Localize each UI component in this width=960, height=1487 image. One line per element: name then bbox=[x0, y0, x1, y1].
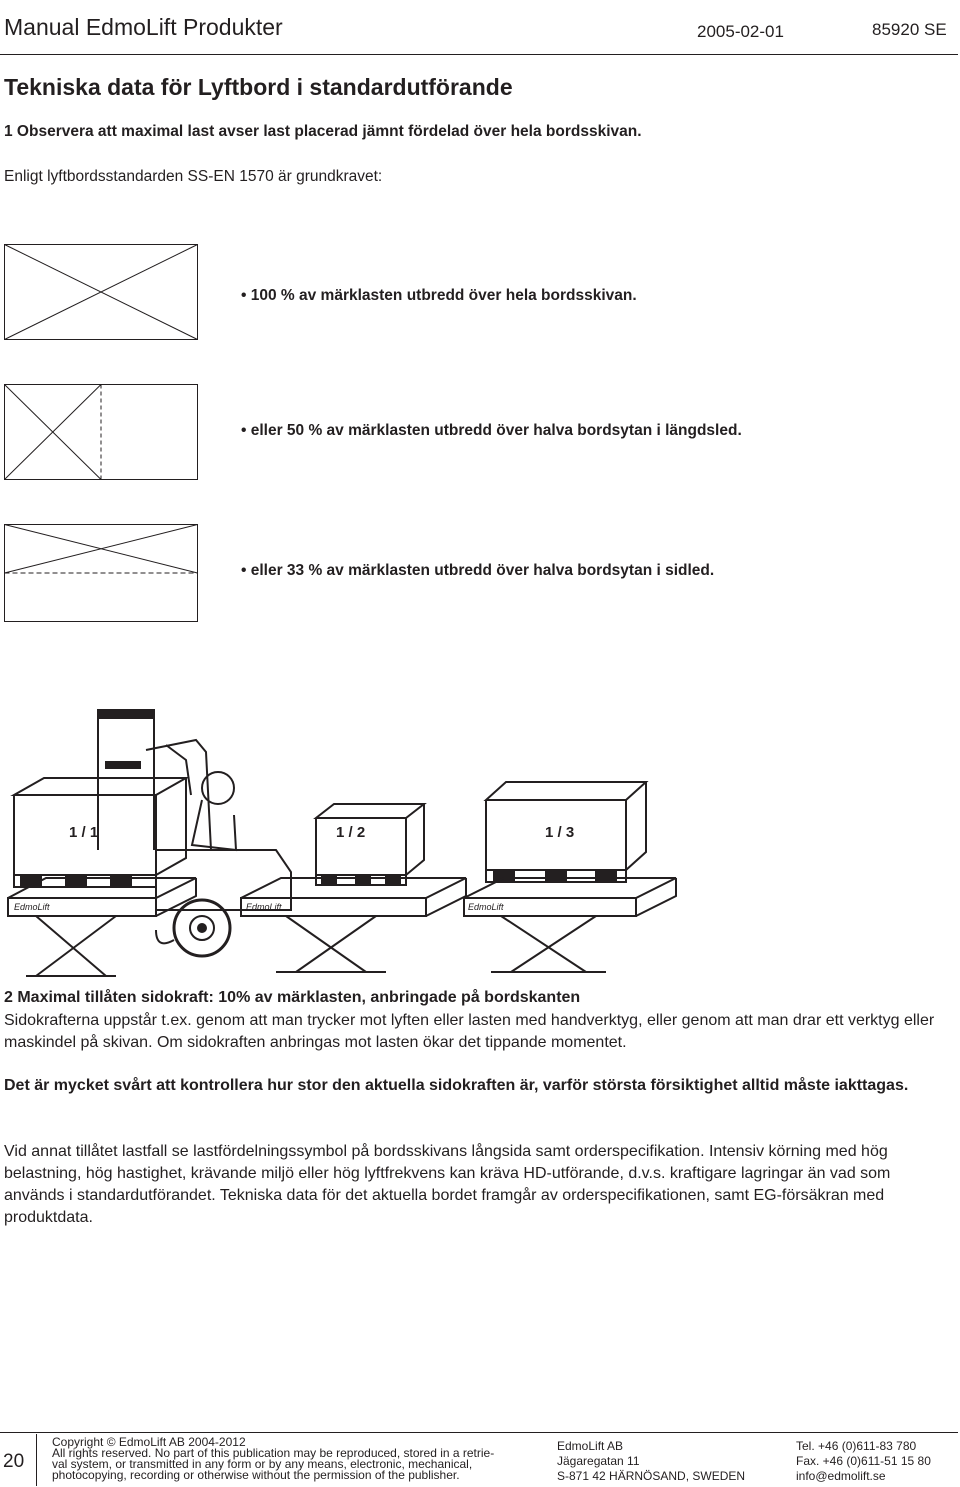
load-case-half-length: • eller 50 % av märklasten utbredd över halva bordsytan i längdsled. bbox=[241, 422, 742, 439]
warning-paragraph: Det är mycket svårt att kontrollera hur stor den aktuella sidokraften är, varför största försiktighet alltid måste iakttagas. bbox=[4, 1077, 909, 1094]
header-title: Manual EdmoLift Produkter bbox=[4, 14, 283, 40]
copyright-line: Copyright © EdmoLift AB 2004-2012 bbox=[52, 1435, 246, 1449]
company-name: EdmoLift AB bbox=[557, 1439, 624, 1453]
half-length-load-diagram bbox=[4, 384, 198, 480]
header-doc-code: 85920 SE bbox=[872, 20, 947, 39]
logo-table-3: EdmoLift bbox=[468, 902, 504, 912]
copyright-line: All rights reserved. No part of this publication may be reproduced, stored in a retrie- bbox=[52, 1446, 495, 1460]
page-title: Tekniska data för Lyftbord i standardutförande bbox=[4, 74, 513, 100]
note-1: 1 Observera att maximal last avser last placerad jämnt fördelad över hela bordsskivan. bbox=[4, 123, 642, 140]
load-case-half-side: • eller 33 % av märklasten utbredd över halva bordsytan i sidled. bbox=[241, 562, 715, 579]
full-load-diagram bbox=[4, 244, 198, 340]
copyright-line: photocopying, recording or otherwise without the permission of the publisher. bbox=[52, 1468, 460, 1482]
section-2-heading: 2 Maximal tillåten sidokraft: 10% av märklasten, anbringade på bordskanten bbox=[4, 989, 581, 1006]
illustration-label-third: 1 / 3 bbox=[545, 824, 575, 841]
load-case-full: • 100 % av märklasten utbredd över hela bordsskivan. bbox=[241, 287, 637, 304]
illustration-label-full: 1 / 1 bbox=[69, 824, 99, 841]
page-number: 20 bbox=[3, 1451, 25, 1472]
footer-address bbox=[557, 1439, 745, 1484]
fax: Fax. +46 (0)611-51 15 80 bbox=[796, 1454, 931, 1468]
lift-table-illustration bbox=[6, 700, 682, 982]
side-force-paragraph: Sidokrafterna uppstår t.ex. genom att man trycker mot lyften eller lasten med handverktyg, eller genom att man drar ett verktyg eller maskindel på skivan. Om sidokraften anbringas mot lasten ökar det tippande momentet. bbox=[4, 1012, 935, 1051]
phone: Tel. +46 (0)611-83 780 bbox=[796, 1439, 917, 1453]
header-date: 2005-02-01 bbox=[697, 22, 784, 41]
header-divider bbox=[0, 54, 958, 55]
copyright-line: val system, or transmitted in any form or by any means, electronic, mechanical, bbox=[52, 1457, 473, 1471]
other-loads-paragraph: Vid annat tillåtet lastfall se lastfördelningssymbol på bordsskivans långsida samt orderspecifikation. Intensiv körning med hög belastning, hög hastighet, krävande miljö eller hög lyftfrekvens kan kräva HD-utförande, d.v.s. kraftigare lagringar än vad som används i standardutförandet. Tekniska data för det aktuella bordet framgår av orderspecifikationen, samt EG-försäkran med produktdata. bbox=[4, 1143, 891, 1226]
standard-intro: Enligt lyftbordsstandarden SS-EN 1570 är grundkravet: bbox=[4, 168, 383, 185]
footer-vertical-divider bbox=[36, 1434, 37, 1486]
email-link[interactable]: info@edmolift.se bbox=[796, 1469, 886, 1483]
half-side-load-diagram bbox=[4, 524, 198, 622]
street-address: Jägaregatan 11 bbox=[557, 1454, 640, 1468]
footer-divider bbox=[0, 1432, 958, 1433]
postal-address: S-871 42 HÄRNÖSAND, SWEDEN bbox=[557, 1469, 746, 1483]
footer-contact bbox=[796, 1439, 931, 1484]
logo-table-2: EdmoLift bbox=[246, 902, 282, 912]
footer-copyright bbox=[52, 1437, 494, 1481]
illustration-label-half: 1 / 2 bbox=[336, 824, 366, 841]
logo-table-1: EdmoLift bbox=[14, 902, 50, 912]
